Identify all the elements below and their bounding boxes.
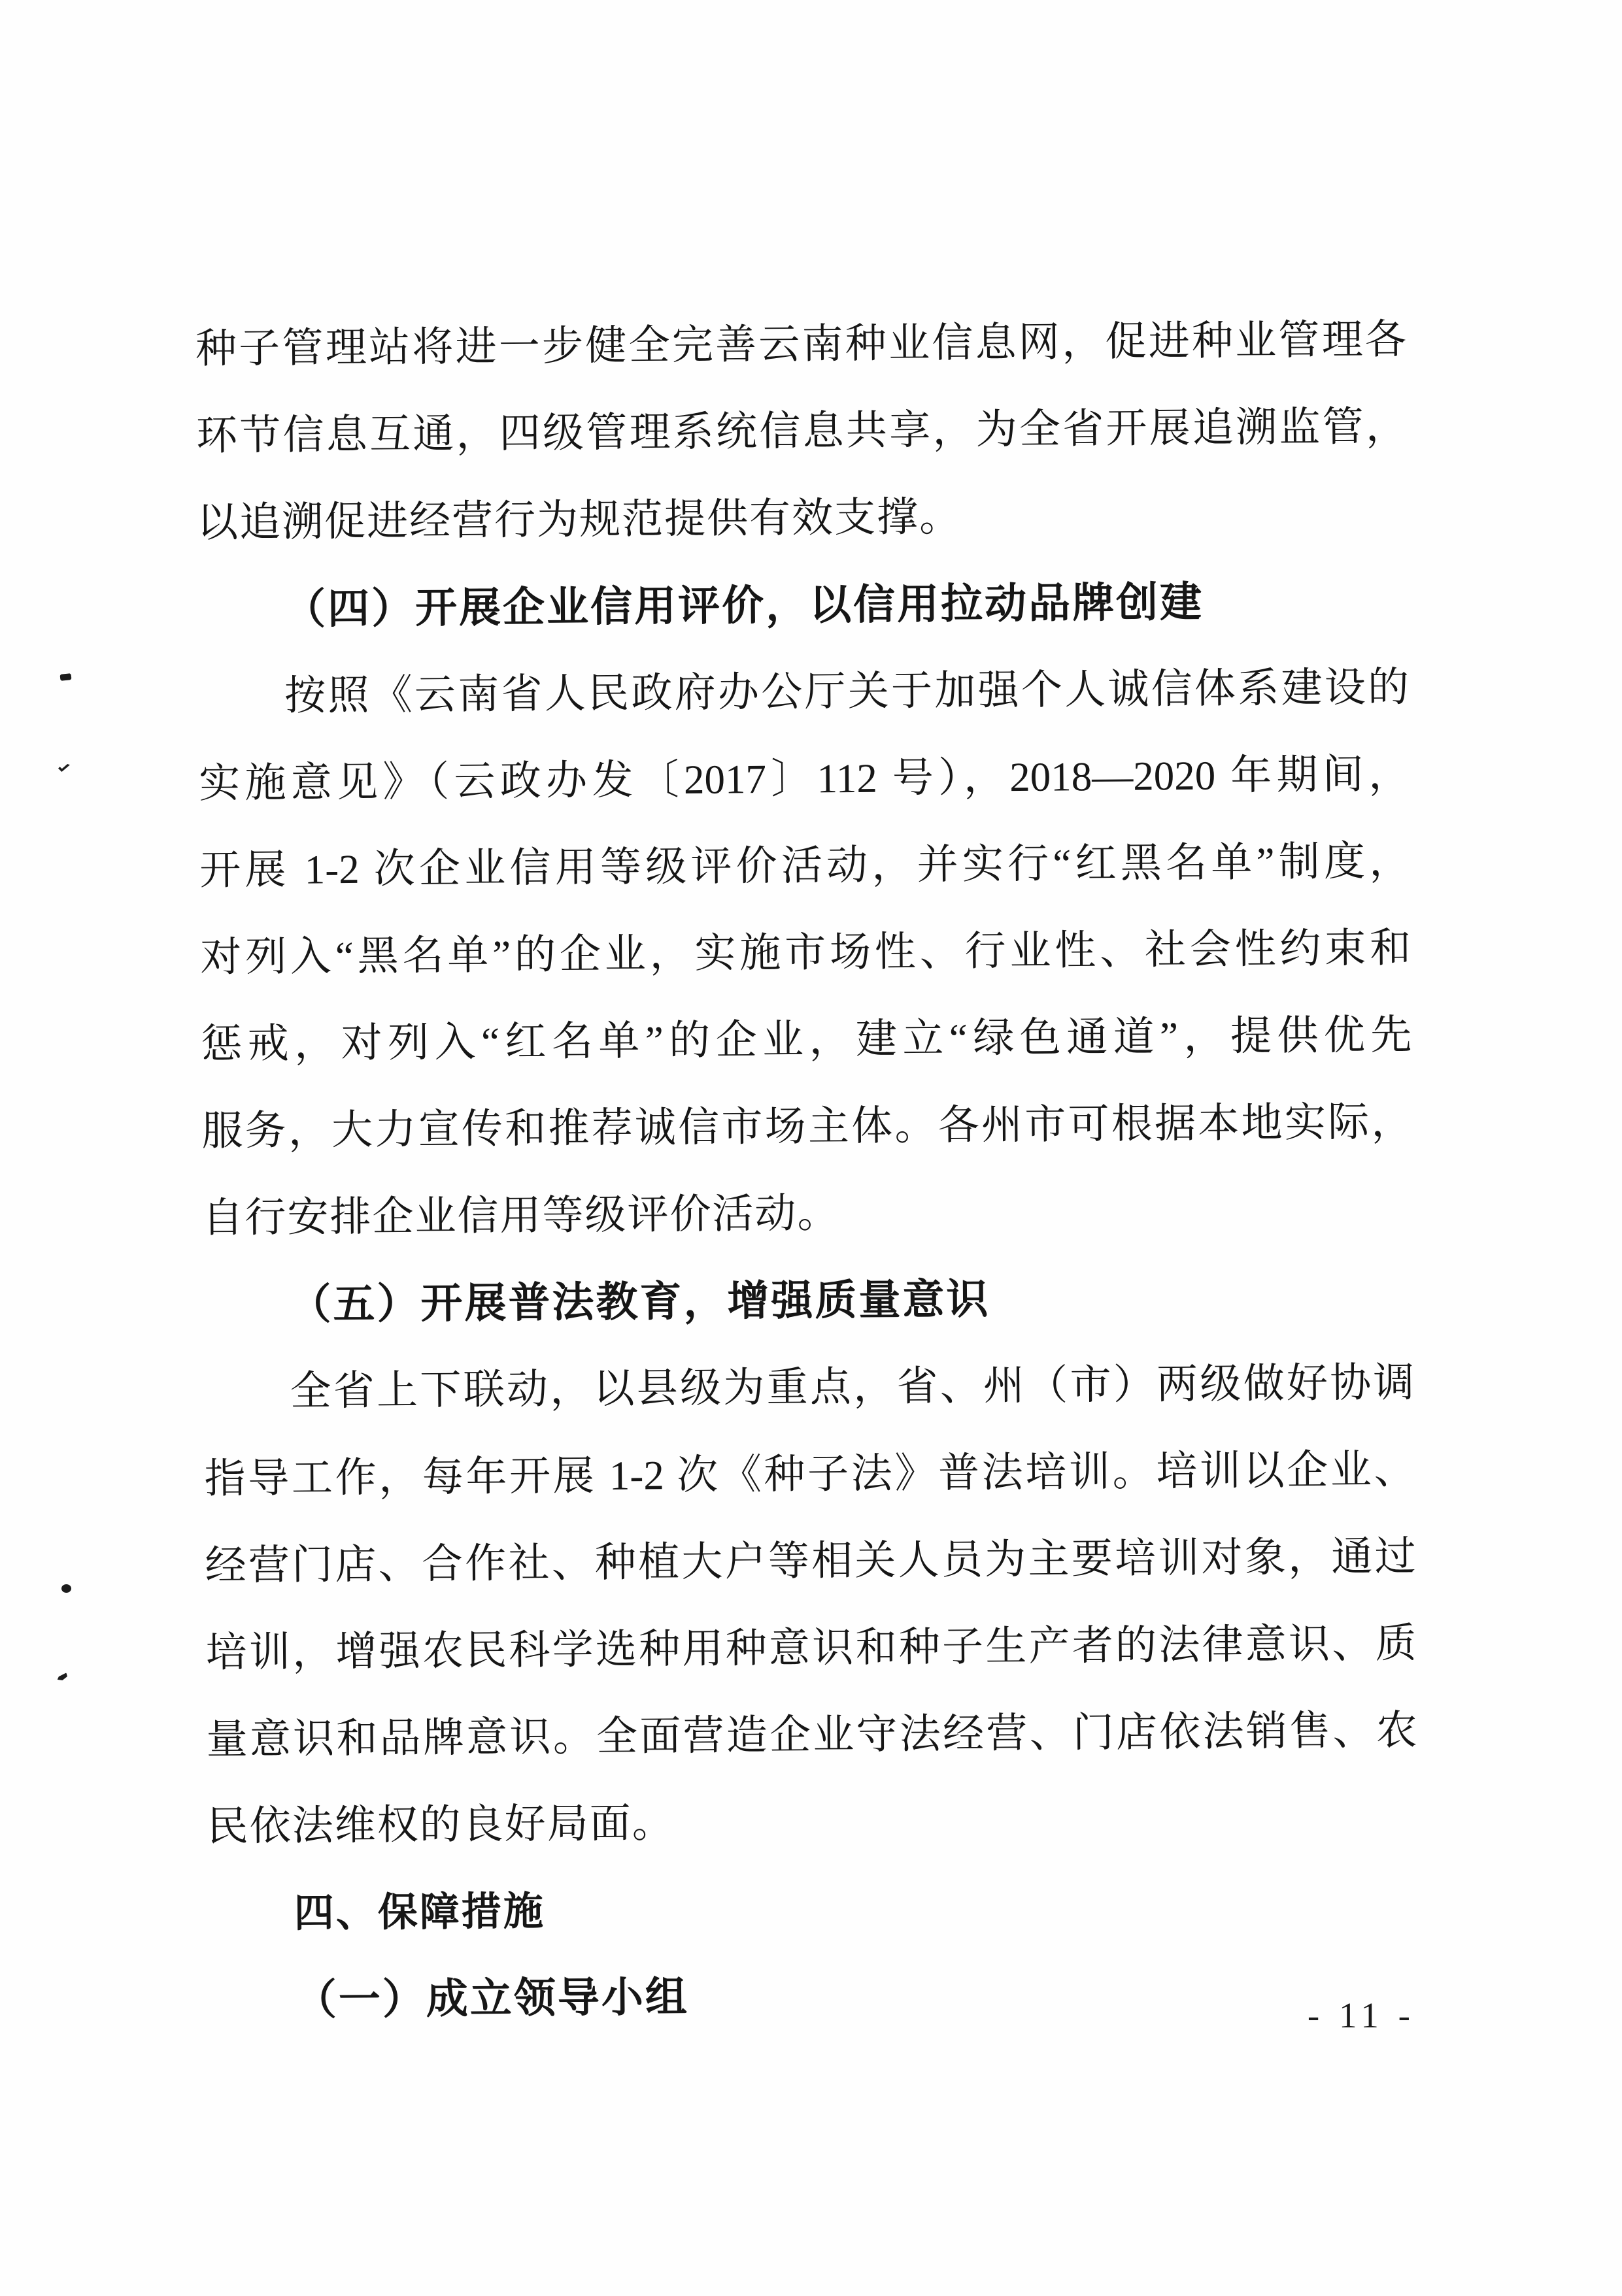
ink-speck — [56, 1672, 68, 1682]
text-line: 实施意见》（云政办发〔2017〕112 号），2018—2020 年期间， — [198, 751, 1410, 807]
section-heading: （一）成立领导小组 — [294, 1974, 690, 2023]
text-line: 种子管理站将进一步健全完善云南种业信息网，促进种业管理各 — [195, 316, 1407, 372]
text-line: 量意识和品牌意识。全面营造企业守法经营、门店依法销售、农 — [206, 1707, 1417, 1763]
text-line: 服务，大力宣传和推荐诚信市场主体。各州市可根据本地实际， — [201, 1099, 1413, 1154]
page-number: - 11 - — [1307, 1995, 1415, 2035]
ink-speck — [60, 673, 72, 681]
text-line: 培训，增强农民科学选种用种意识和种子生产者的法律意识、质 — [205, 1620, 1417, 1676]
ink-speck — [58, 764, 70, 772]
chapter-heading: 四、保障措施 — [294, 1888, 546, 1935]
text-line: 自行安排企业信用等级评价活动。 — [202, 1190, 840, 1241]
text-line: 开展 1-2 次企业信用等级评价活动，并实行“红黑名单”制度， — [199, 838, 1411, 893]
text-line: 民依法维权的良好局面。 — [207, 1800, 675, 1850]
text-line: 指导工作，每年开展 1-2 次《种子法》普法培训。培训以企业、 — [204, 1446, 1415, 1502]
section-heading: （四）开展企业信用评价，以信用拉动品牌创建 — [283, 578, 1204, 633]
text-line: 经营门店、合作社、种植大户等相关人员为主要培训对象，通过 — [205, 1533, 1416, 1589]
ink-speck — [61, 1584, 71, 1593]
document-body — [195, 296, 1419, 2044]
text-line: 全省上下联动，以县级为重点，省、州（市）两级做好协调 — [290, 1359, 1415, 1414]
text-line: 惩戒，对列入“红名单”的企业，建立“绿色通道”，提供优先 — [201, 1012, 1412, 1067]
section-heading: （五）开展普法教育，增强质量意识 — [289, 1276, 990, 1328]
text-line: 环节信息互通，四级管理系统信息共享，为全省开展追溯监管， — [195, 403, 1408, 459]
text-line: 对列入“黑名单”的企业，实施市场性、行业性、社会性约束和 — [200, 925, 1411, 980]
text-line: 以追溯促进经营行为规范提供有效支撑。 — [196, 493, 962, 546]
text-line: 按照《云南省人民政府办公厅关于加强个人诚信体系建设的 — [284, 664, 1410, 719]
